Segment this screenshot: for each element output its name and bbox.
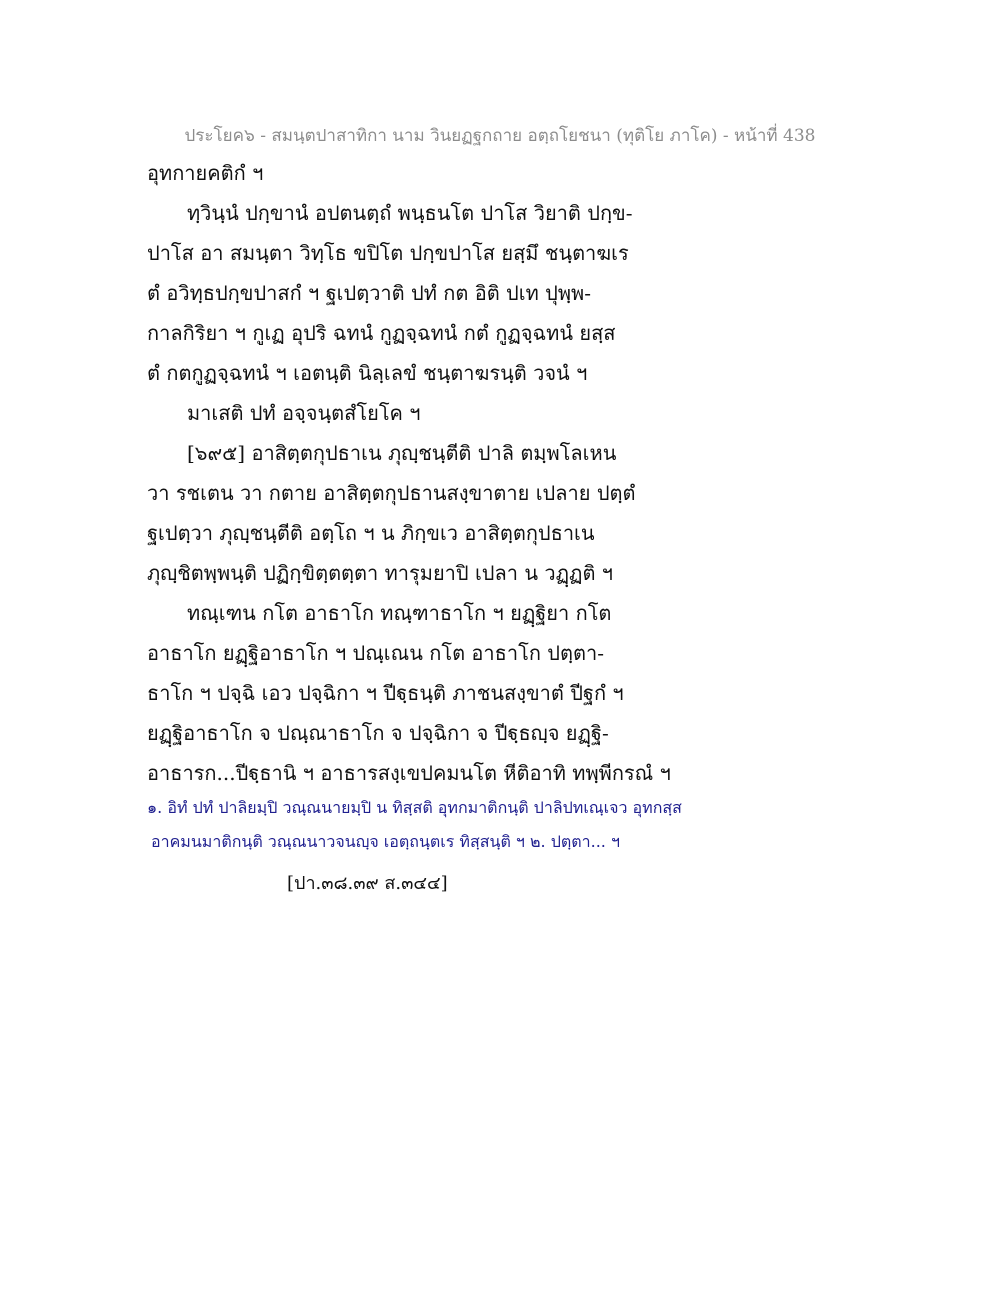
footnotes <box>147 794 867 862</box>
text-line: ยฏฺฐิอาธาโก จ ปณฺณาธาโก จ ปจฺฉิกา จ ปีฐฺธญฺจ ยฏฺฐิ- <box>147 721 609 745</box>
text-line: ฐเปตฺวา ภุญฺชนฺตีติ อตฺโถ ฯ น ภิกฺขเว อาสิตฺตกุปธาเน <box>147 521 595 545</box>
body-text <box>147 158 867 798</box>
text-line: ธาโก ฯ ปจฺฉิ เอว ปจฺฉิกา ฯ ปีฐฺธนฺติ ภาชนสงฺขาตํ ปีฐกํ ฯ <box>147 681 624 705</box>
text-line: กาลกิริยา ฯ กูเฏ อุปริ ฉทนํ กูฏจฺฉทนํ กตํ กูฏจฺฉทนํ ยสฺส <box>147 321 616 345</box>
text-line: [๖๙๕] อาสิตฺตกุปธาเน ภุญฺชนฺตีติ ปาลิ ตมฺพโลเหน <box>187 441 617 465</box>
text-line: อาธาโก ยฏฺฐิอาธาโก ฯ ปณฺเณน กโต อาธาโก ปตฺตา- <box>147 641 604 665</box>
text-line: ตํ กตกูฏจฺฉทนํ ฯ เอตนฺติ นิลฺเลขํ ชนฺตาฆรนฺติ วจนํ ฯ <box>147 361 588 385</box>
text-line: ทฺวินฺนํ ปกฺขานํ อปตนตฺถํ พนฺธนโต ปาโส วิยาติ ปกฺข- <box>187 201 633 225</box>
footnote-line: อาคมนมาติกนฺติ วณฺณนาวจนญฺจ เอตฺถนฺตเร ทิสฺสนฺติ ฯ ๒. ปตฺตา... ฯ <box>151 832 620 851</box>
text-line: ทณฺเฑน กโต อาธาโก ทณฺฑาธาโก ฯ ยฏฺฐิยา กโต <box>187 601 612 625</box>
text-line: อาธารก...ปีฐฺธานิ ฯ อาธารสงฺเขปคมนโต หีติอาทิ ทพฺพีกรณํ ฯ <box>147 761 671 785</box>
text-line: ภุญฺชิตพฺพนฺติ ปฏิกฺขิตฺตตฺตา ทารุมยาปิ เปลา น วฏฺฏติ ฯ <box>147 561 614 585</box>
text-line: ปาโส อา สมนฺตา วิทฺโธ ขปิโต ปกฺขปาโส ยสฺมึ ชนฺตาฆเร <box>147 241 629 265</box>
footnote-line: ๑. อิทํ ปทํ ปาลิยมฺปิ วณฺณนายมฺปิ น ทิสฺสติ อุทกมาติกนฺติ ปาลิปทเณฺเจว อุทกสฺส <box>147 798 682 817</box>
text-line: อุทกายคติกํ ฯ <box>147 161 264 185</box>
text-line: วา รชเตน วา กตาย อาสิตฺตกุปธานสงฺขาตาย เปลาย ปตฺตํ <box>147 481 636 505</box>
text-line: มาเสติ ปทํ อจฺจนฺตสํโยโค ฯ <box>187 401 421 425</box>
page-reference: [ปา.๓๘.๓๙ ส.๓๔๔] <box>287 873 448 894</box>
running-header: ประโยค๖ - สมนฺตปาสาทิกา นาม วินยฏฐกถาย อตฺถโยชนา (ทุติโย ภาโค) - หน้าที่ 438 <box>184 126 816 146</box>
text-line: ตํ อวิทฺธปกฺขปาสกํ ฯ ฐเปตฺวาติ ปทํ กต อิติ ปเท ปุพฺพ- <box>147 281 591 305</box>
